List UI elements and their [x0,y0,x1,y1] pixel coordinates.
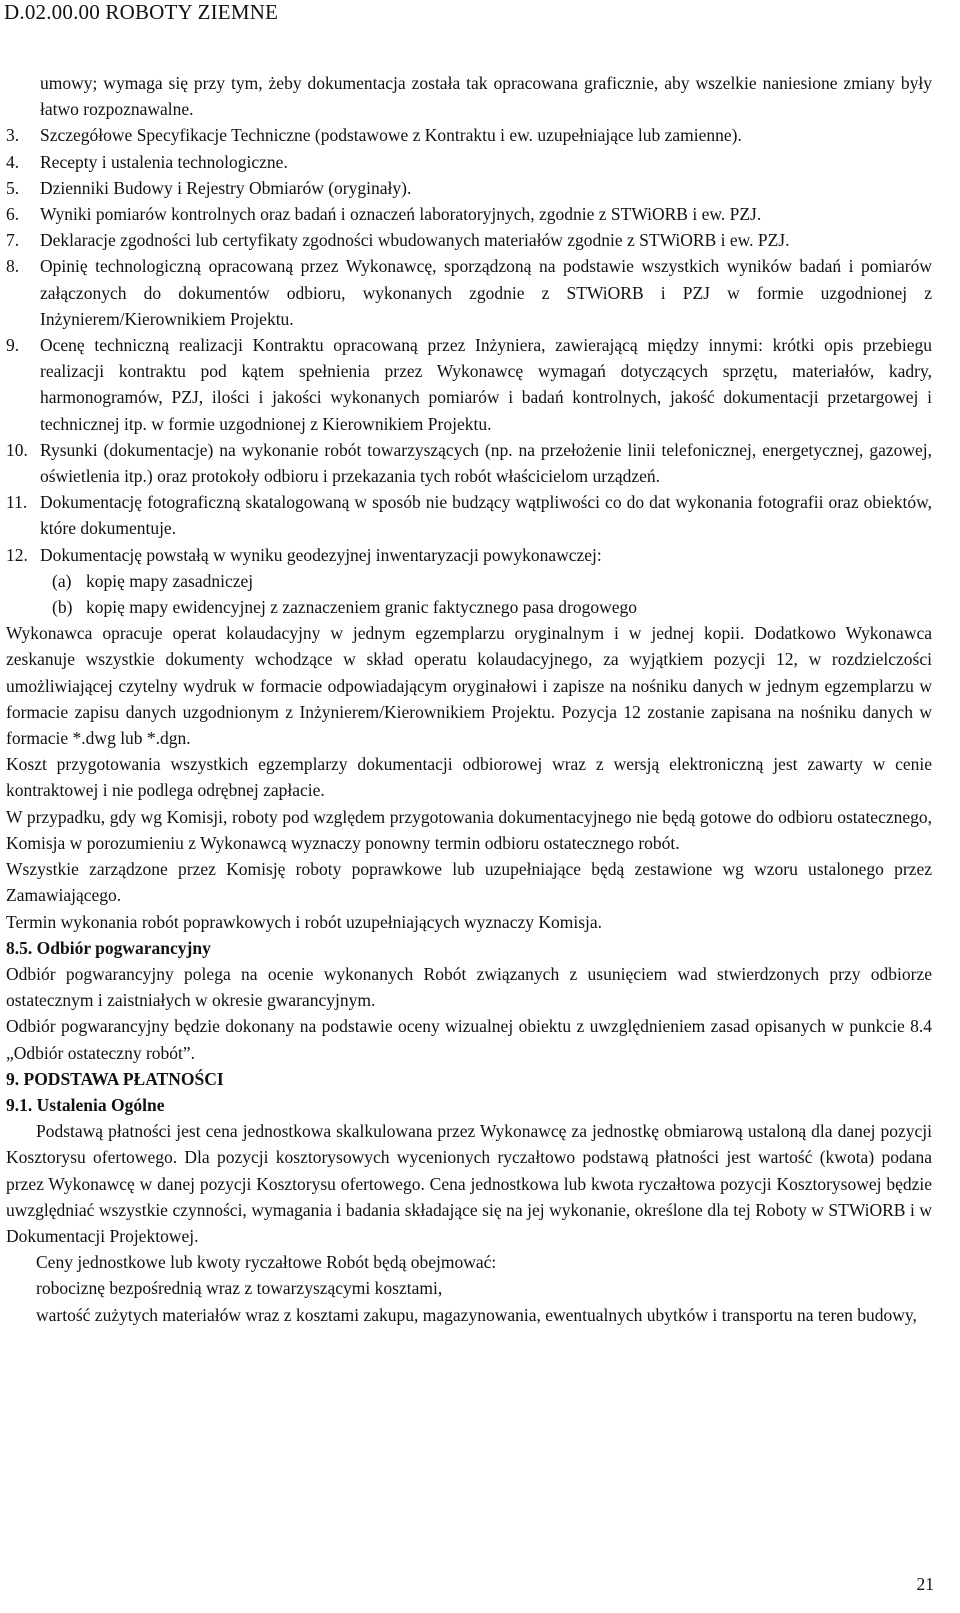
paragraph-komisja: W przypadku, gdy wg Komisji, roboty pod względem przygotowania dokumentacyjnego nie będą gotowe do odbioru ostatecznego, Komisja w porozumieniu z Wykonawcą wyznaczy ponowny termin odbioru ostatecznego robót. [6,806,932,853]
list-text: Opinię technologiczną opracowaną przez Wykonawcę, sporządzoną na podstawie wszystkich wyników badań i pomiarów załączonych do dokumentów odbioru, wykonanych zgodnie z STWiORB i PZJ w formie uzgodnionej z Inżynierem/Kierownikiem Projektu. [40,256,932,329]
list-number: 7. [6,230,20,251]
section-heading-8-5: 8.5. Odbiór pogwarancyjny [6,937,211,958]
list-item-5 [6,175,932,201]
section-heading-9-1: 9.1. Ustalenia Ogólne [6,1094,165,1115]
list-number: 4. [6,151,20,172]
list-number: 6. [6,204,20,225]
line-ceny: Ceny jednostkowe lub kwoty ryczałtowe Robót będą obejmować: [36,1252,497,1273]
paragraph-podstawa: Podstawą płatności jest cena jednostkowa skalkulowana przez Wykonawcę za jednostkę obmiarową ustaloną dla danej pozycji Kosztorysu ofertowego. Dla pozycji kosztorysowych wycenionych ryczałtowo podstawą płatności jest wartość (kwota) podana przez Wykonawcę w danej pozycji Kosztorysu ofertowego. Cena jednostkowa lub kwota ryczałtowa pozycji Kosztorysowej będzie uwzględniać wszystkie czynności, wymagania i badania składające się na jej wykonanie, określone dla tej Roboty w STWiORB i w Dokumentacji Projektowej. [6,1121,932,1246]
list-number: 9. [6,335,20,356]
paragraph-operat: Wykonawca opracuje operat kolaudacyjny w jednym egzemplarzu oryginalnym i w jednej kopii. Dodatkowo Wykonawca zeskanuje wszystkie dokumenty wchodzące w skład operatu kolaudacyjnego, za wyjątkiem pozycji 12, w rozdzielczości umożliwiającej czytelny wydruk w formacie odpowiadającym oryginałowi i zapisze na nośniku danych w jednym egzemplarzu w formacie zapisu danych uzgodnionym z Inżynierem/Kierownikiem Projektu. Pozycja 12 zostanie zapisana na nośniku danych w formacie *.dwg lub *.dgn. [6,623,932,749]
list-item-7 [6,227,932,253]
paragraph-odbior-2: Odbiór pogwarancyjny będzie dokonany na podstawie oceny wizualnej obiektu z uwzględnieniem zasad opisanych w punkcie 8.4 „Odbiór ostateczny robót”. [6,1016,932,1063]
list-item-12 [6,542,932,568]
list-number: 5. [6,177,20,198]
list-number: 11. [6,492,28,513]
list-text: Dokumentację fotograficzną skatalogowaną w sposób nie budzący wątpliwości co do dat wykonania fotografii oraz obiektów, które dokumentuje. [40,492,932,539]
list-number: 12. [6,544,28,565]
list-text: Deklaracje zgodności lub certyfikaty zgodności wbudowanych materiałów zgodnie z STWiORB i ew. PZJ. [40,230,790,251]
paragraph-poprawkowe: Wszystkie zarządzone przez Komisję roboty poprawkowe lub uzupełniające będą zestawione wg wzoru ustalonego przez Zamawiającego. [6,859,932,906]
sublist-item-b [6,594,932,620]
list-item-8 [6,253,932,332]
page-header-title: D.02.00.00 ROBOTY ZIEMNE [4,0,279,24]
list-text: Rysunki (dokumentacje) na wykonanie robót towarzyszących (np. na przełożenie linii telefonicznej, energetycznej, gazowej, oświetlenia itp.) oraz protokoły odbioru i przekazania tych robót właścicielom urządzeń. [40,439,932,487]
paragraph-termin: Termin wykonania robót poprawkowych i robót uzupełniających wyznaczy Komisja. [6,911,603,932]
list-item-11 [6,489,932,541]
list-text: Dokumentację powstałą w wyniku geodezyjnej inwentaryzacji powykonawczej: [40,544,602,565]
list-number: 8. [6,256,20,277]
list-item-6 [6,201,932,227]
page-number: 21 [916,1574,934,1594]
sublist-text: kopię mapy zasadniczej [86,570,254,591]
continued-paragraph: umowy; wymaga się przy tym, żeby dokumentacja została tak opracowana graficznie, aby wszelkie naniesione zmiany były łatwo rozpoznawalne. [40,73,932,120]
paragraph-koszt: Koszt przygotowania wszystkich egzemplarzy dokumentacji odbiorowej wraz z wersją elektroniczną jest zawarty w cenie kontraktowej i nie podlega odrębnej zapłacie. [6,754,932,801]
line-robocizna: robociznę bezpośrednią wraz z towarzyszącymi kosztami, [36,1278,443,1299]
sublist-label: (a) [52,570,72,591]
sublist-item-a [6,568,932,594]
list-item-9 [6,332,932,437]
list-text: Ocenę techniczną realizacji Kontraktu opracowaną przez Inżyniera, zawierającą między innymi: krótki opis przebiegu realizacji kontraktu pod kątem spełnienia przez Wykonawcę wymagań dotyczących sprzętu, materiałów, kadry, harmonogramów, PZJ, ilości i jakości wykonanych pomiarów i badań kontrolnych, jakość dokumentacji przetargowej i technicznej itp. w formie uzgodnionej z Kierownikiem Projektu. [40,335,932,434]
sublist-text: kopię mapy ewidencyjnej z zaznaczeniem granic faktycznego pasa drogowego [86,597,637,618]
list-text: Recepty i ustalenia technologiczne. [40,151,288,172]
list-text: Dzienniki Budowy i Rejestry Obmiarów (oryginały). [40,177,412,198]
list-text: Szczegółowe Specyfikacje Techniczne (podstawowe z Kontraktu i ew. uzupełniające lub zamienne). [40,125,742,146]
list-number: 10. [6,439,28,460]
list-text: Wyniki pomiarów kontrolnych oraz badań i oznaczeń laboratoryjnych, zgodnie z STWiORB i ew. PZJ. [40,204,762,225]
list-number: 3. [6,125,20,146]
document-body [6,70,932,1328]
paragraph-odbior-1: Odbiór pogwarancyjny polega na ocenie wykonanych Robót związanych z usunięciem wad stwierdzonych przy odbiorze ostatecznym i zaistniałych w okresie gwarancyjnym. [6,963,932,1011]
list-item-4 [6,149,932,175]
paragraph-wartosc: wartość zużytych materiałów wraz z kosztami zakupu, magazynowania, ewentualnych ubytków i transportu na teren budowy, [36,1304,917,1325]
sublist-label: (b) [52,597,73,618]
list-item-10 [6,437,932,489]
list-item-3 [6,122,932,148]
section-heading-9: 9. PODSTAWA PŁATNOŚCI [6,1068,224,1089]
